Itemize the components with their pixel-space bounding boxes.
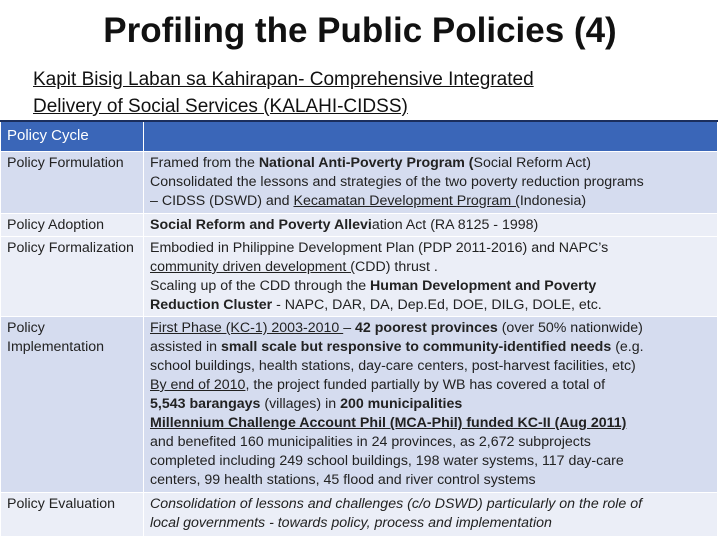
text: CDD) thrust . [355,259,438,275]
stage-label: Policy Formulation [1,152,144,214]
subtitle-line-2: Delivery of Social Services (KALAHI-CIDSS) [33,96,408,117]
text: First Phase (KC-1) 2003-2010 [150,320,344,336]
slide-title: Profiling the Public Policies (4) [103,11,617,50]
text: Reduction Cluster [150,297,273,313]
header-policy-cycle: Policy Cycle [1,121,144,152]
slide-subtitle [33,66,693,120]
stage-description [144,152,718,214]
text: Social Reform and Poverty Allevi [150,217,372,233]
text: local governments - towards policy, process and implementation [150,515,552,531]
text: , the project funded partially by WB has covered a total of [245,377,606,393]
stage-description [144,317,718,493]
text: Embodied in Philippine Development Plan (PDP 2011-2016) and NAPC’s [150,240,609,256]
text: (over 50% nationwide) [497,320,643,336]
text: National Anti-Poverty Program ( [258,155,474,171]
policy-cycle-table [0,120,718,537]
table-header-row [1,121,718,152]
text: Human Development and Poverty [370,278,597,294]
text: assisted in [150,339,221,355]
text: 5,543 barangays [150,396,261,412]
text: Framed from the [150,155,259,171]
text: – [343,320,356,336]
text: small scale but responsive to community-identified needs [220,339,612,355]
text: - NAPC, DAR, DA, Dep.Ed, DOE, DILG, DOLE, etc. [272,297,602,313]
text: Consolidated the lessons and strategies of the two poverty reduction programs [150,174,644,190]
text: (e.g. [611,339,644,355]
text: – CIDSS (DSWD) and [150,193,294,209]
row-adoption [1,214,718,237]
row-formulation [1,152,718,214]
stage-label: Policy Formalization [1,237,144,317]
text: centers, 99 health stations, 45 flood and river control systems [150,472,536,488]
text: completed including 249 school buildings, 198 water systems, 117 day-care [150,453,624,469]
stage-label: Policy Adoption [1,214,144,237]
header-description [144,121,718,152]
row-evaluation [1,493,718,537]
text: school buildings, health stations, day-care centers, post-harvest facilities, etc) [150,358,636,374]
subtitle-line-1: Kapit Bisig Laban sa Kahirapan- Comprehensive Integrated [33,69,534,90]
text: community driven development ( [150,259,356,275]
text: Millennium Challenge Account Phil (MCA-Phil) funded KC-II (Aug 2011) [150,415,627,431]
text: and benefited 160 municipalities in 24 provinces, as 2,672 subprojects [150,434,591,450]
stage-description [144,493,718,537]
row-formalization [1,237,718,317]
row-implementation [1,317,718,493]
text: Kecamatan Development Program ( [293,193,520,209]
stage-label: Policy Evaluation [1,493,144,537]
text: 200 municipalities [340,396,463,412]
stage-label: Policy Implementation [1,317,144,493]
stage-description [144,214,718,237]
text: Indonesia) [519,193,587,209]
text: Consolidation of lessons and challenges (c/o DSWD) particularly on the role of [150,496,643,512]
text: By end of 2010 [150,377,246,393]
stage-description [144,237,718,317]
text: Scaling up of the CDD through the [150,278,371,294]
text: (villages) in [260,396,341,412]
text: 42 poorest provinces [355,320,498,336]
text: ation Act (RA 8125 - 1998) [371,217,539,233]
text: Social Reform Act) [473,155,591,171]
